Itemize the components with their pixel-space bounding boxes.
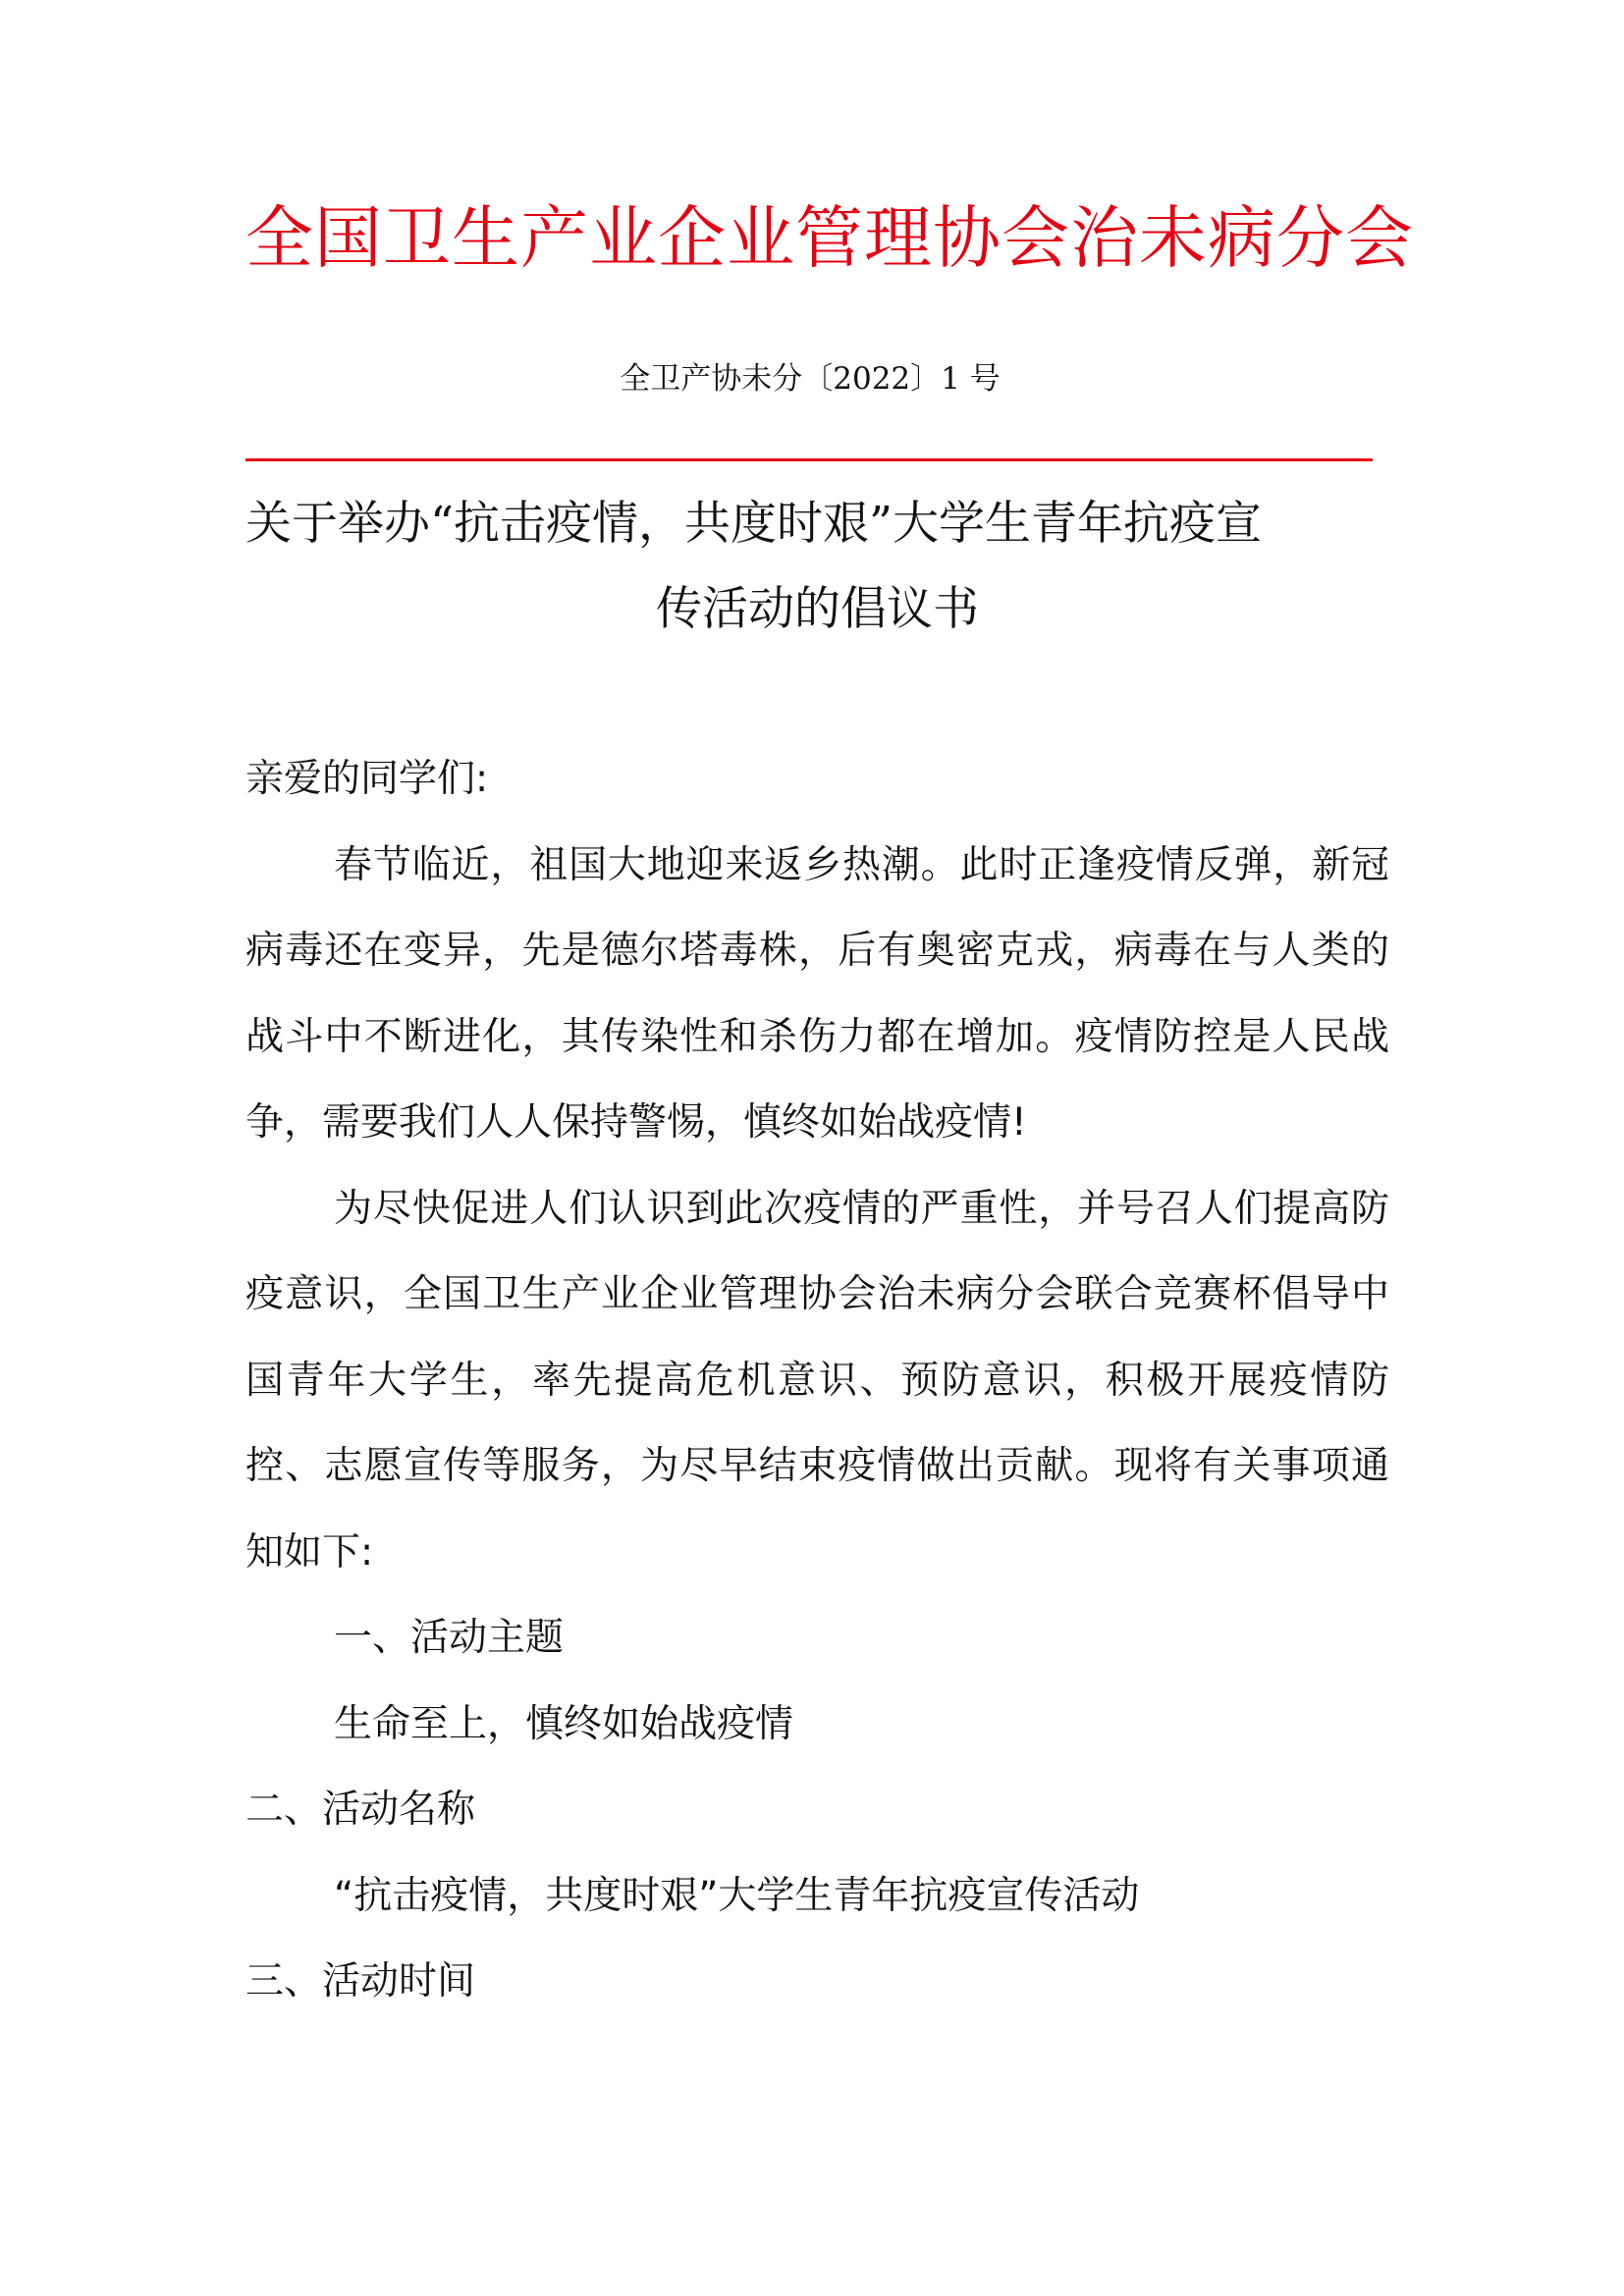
section-heading-name: 二、活动名称 <box>245 1788 476 1832</box>
organization-title: 全国卫生产业企业管理协会治未病分会 <box>245 199 1414 278</box>
paragraph-intro: 春节临近，祖国大地迎来返乡热潮。此时正逢疫情反弹，新冠病毒还在变异，先是德尔塔毒株，后有奥密克戎，病毒在与人类的战斗中不断进化，其传染性和杀伤力都在增加。疫情防控是人民战争，需要我们人人保持警惕，慎终如始战疫情! <box>245 842 1389 1145</box>
document-title-line-2: 传活动的倡议书 <box>656 582 979 636</box>
document-title <box>245 481 1389 652</box>
document-body <box>245 736 1389 2025</box>
section-content-name: “抗击疫情，共度时艰”大学生青年抗疫宣传活动 <box>334 1873 1140 1918</box>
section-content-theme: 生命至上，慎终如始战疫情 <box>334 1701 794 1746</box>
document-number: 全卫产协未分〔2022〕1 号 <box>620 361 1001 397</box>
red-divider-line <box>245 458 1373 461</box>
section-heading-time: 三、活动时间 <box>245 1959 476 2003</box>
paragraph-initiative: 为尽快促进人们认识到此次疫情的严重性，并号召人们提高防疫意识，全国卫生产业企业管理协会治未病分会联合竞赛杯倡导中国青年大学生，率先提高危机意识、预防意识，积极开展疫情防控、志愿宣传等服务，为尽早结束疫情做出贡献。现将有关事项通知如下: <box>245 1186 1389 1575</box>
document-title-line-1: 关于举办“抗击疫情，共度时艰”大学生青年抗疫宣 <box>245 497 1263 551</box>
salutation: 亲爱的同学们: <box>245 757 489 801</box>
section-heading-theme: 一、活动主题 <box>334 1616 565 1660</box>
